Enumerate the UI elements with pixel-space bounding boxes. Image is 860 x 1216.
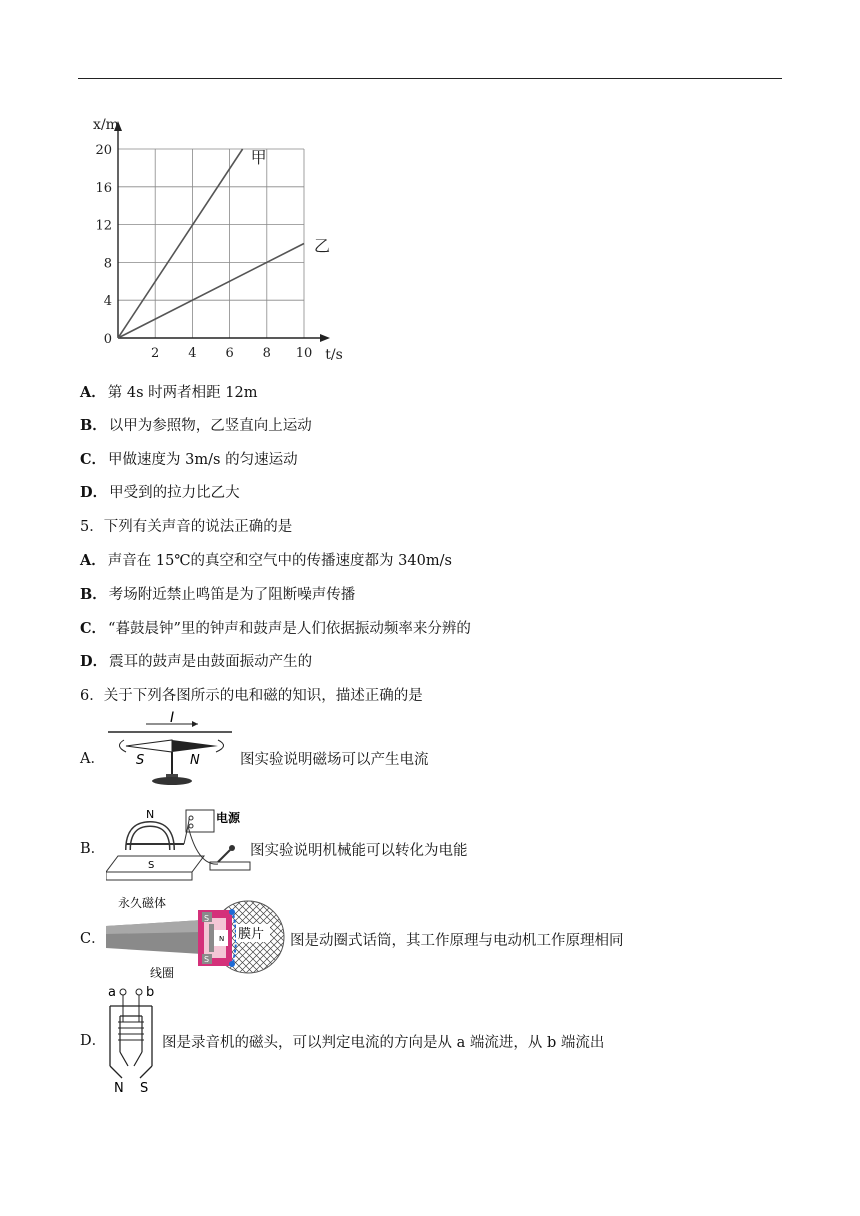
q5-option-d[interactable]: D． 震耳的鼓声是由鼓面振动产生的 bbox=[80, 653, 313, 670]
q6-option-b-letter[interactable]: B． bbox=[80, 841, 106, 857]
y-tick-label: 4 bbox=[103, 294, 112, 310]
permanent-magnet-label: 永久磁体 bbox=[118, 896, 167, 910]
q5-option-a[interactable]: A． 声音在 15℃的真空和空气中的传播速度都为 340m/s bbox=[80, 552, 452, 569]
compass-s-label: S bbox=[136, 753, 145, 768]
diaphragm-label: 膜片 bbox=[238, 927, 265, 942]
y-tick-label: 20 bbox=[95, 143, 112, 158]
q6-option-d-text: 图是录音机的磁头，可以判定电流的方向是从 a 端流进，从 b 端流出 bbox=[162, 1035, 605, 1051]
mic-s-bottom-label: S bbox=[204, 955, 210, 964]
q4-option-b[interactable]: B． 以甲为参照物，乙竖直向上运动 bbox=[80, 417, 312, 434]
compass-figure bbox=[106, 710, 236, 786]
head-s-label: S bbox=[140, 1081, 149, 1094]
q6-option-a-letter[interactable]: A． bbox=[80, 751, 105, 767]
terminal-a-label: a bbox=[108, 985, 116, 1000]
microphone-figure bbox=[106, 896, 286, 982]
series-line-jia bbox=[118, 149, 243, 338]
coil-label: 线圈 bbox=[150, 966, 175, 980]
terminal-b-label: b bbox=[146, 985, 155, 1000]
series-label-yi: 乙 bbox=[314, 236, 331, 256]
head-n-label: N bbox=[114, 1081, 124, 1094]
q6-stem: 6．关于下列各图所示的电和磁的知识，描述正确的是 bbox=[80, 688, 423, 704]
x-axis-label: t/s bbox=[325, 347, 343, 363]
magnet-s-label: S bbox=[148, 860, 155, 871]
x-tick-label: 6 bbox=[225, 346, 234, 361]
q6-option-b-text: 图实验说明机械能可以转化为电能 bbox=[250, 843, 468, 859]
q5-stem: 5．下列有关声音的说法正确的是 bbox=[80, 519, 293, 535]
q6-option-c-letter[interactable]: C． bbox=[80, 931, 106, 947]
x-tick-label: 8 bbox=[262, 346, 271, 361]
current-label: I bbox=[170, 710, 175, 726]
y-tick-label: 12 bbox=[95, 218, 112, 234]
q6-option-a-text: 图实验说明磁场可以产生电流 bbox=[240, 752, 429, 768]
header-rule bbox=[78, 78, 782, 79]
y-axis-label: x/m bbox=[93, 117, 119, 133]
q4-option-d[interactable]: D． 甲受到的拉力比乙大 bbox=[80, 484, 240, 501]
mic-n-label: N bbox=[219, 935, 225, 943]
magnet-n-label: N bbox=[146, 808, 155, 821]
xt-graph bbox=[70, 112, 350, 376]
q4-option-c[interactable]: C． 甲做速度为 3m/s 的匀速运动 bbox=[80, 451, 298, 468]
series-line-yi bbox=[118, 244, 304, 339]
y-tick-label: 16 bbox=[95, 180, 112, 196]
q4-option-a[interactable]: A． 第 4s 时两者相距 12m bbox=[80, 384, 258, 401]
generator-figure bbox=[106, 806, 256, 886]
x-tick-label: 4 bbox=[188, 346, 197, 361]
x-tick-label: 2 bbox=[151, 346, 160, 361]
series-label-jia: 甲 bbox=[250, 148, 267, 167]
xt-chart-svg bbox=[70, 112, 350, 372]
x-axis-arrow bbox=[320, 334, 330, 342]
y-tick-label: 0 bbox=[103, 332, 112, 347]
q6-option-d-letter[interactable]: D． bbox=[80, 1033, 107, 1049]
mic-s-top-label: S bbox=[204, 914, 210, 923]
q5-option-c[interactable]: C． “暮鼓晨钟”里的钟声和鼓声是人们依据振动频率来分辨的 bbox=[80, 620, 471, 637]
q6-option-c-text: 图是动圈式话筒，其工作原理与电动机工作原理相同 bbox=[290, 933, 624, 949]
y-tick-label: 8 bbox=[103, 256, 112, 272]
q5-option-b[interactable]: B． 考场附近禁止鸣笛是为了阻断噪声传播 bbox=[80, 586, 356, 603]
tape-head-figure bbox=[106, 982, 166, 1094]
x-tick-label: 10 bbox=[295, 346, 313, 361]
compass-n-label: N bbox=[190, 753, 200, 768]
power-supply-label: 电源 bbox=[216, 811, 241, 825]
